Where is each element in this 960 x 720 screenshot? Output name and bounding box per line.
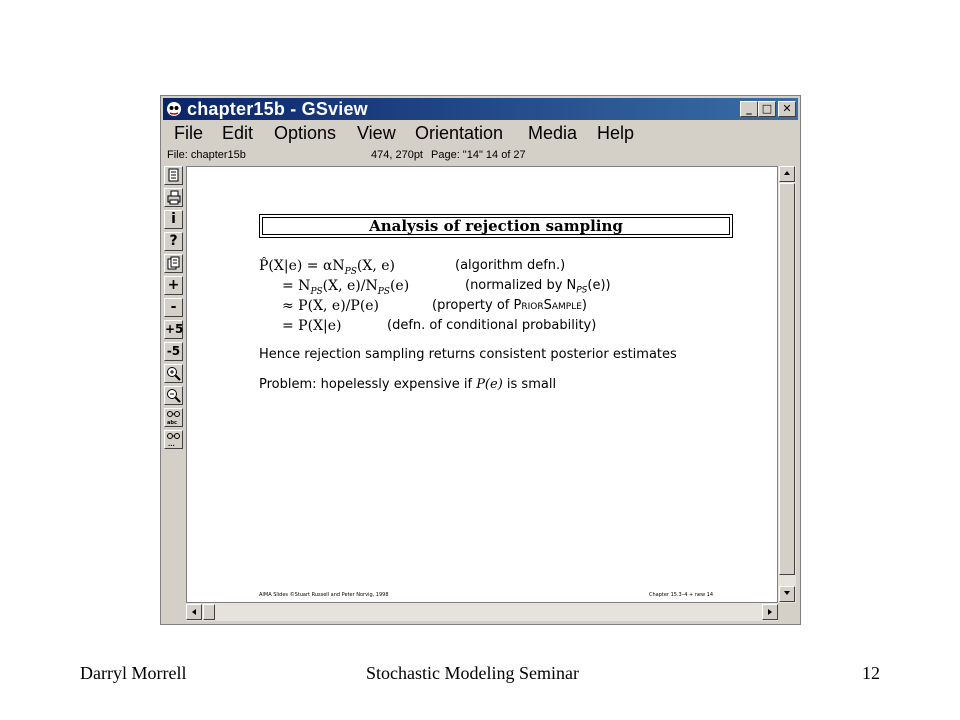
gsview-window (160, 95, 801, 625)
status-bar (163, 147, 798, 164)
next-page-button[interactable]: + (164, 276, 183, 295)
zoom-in-button[interactable] (164, 364, 183, 383)
eq3-note-smallcaps: PriorSample (513, 298, 582, 313)
eq2-note-sub: PS (576, 285, 588, 296)
menu-edit[interactable]: Edit (222, 123, 254, 143)
open-file-button[interactable] (164, 166, 183, 185)
document-icon (167, 168, 180, 183)
para2-b: is small (502, 377, 557, 392)
vertical-scroll-thumb[interactable] (779, 183, 795, 575)
horizontal-scrollbar[interactable] (186, 603, 778, 621)
status-page: Page: "14" 14 of 27 (431, 149, 526, 161)
slide-title-frame (259, 214, 733, 238)
arrow-right-icon (767, 608, 773, 616)
para2-a: Problem: hopelessly expensive if (259, 377, 477, 392)
scroll-up-button[interactable] (779, 166, 795, 182)
print-button[interactable] (164, 188, 183, 207)
zoom-out-button[interactable] (164, 386, 183, 405)
pages-icon (167, 256, 181, 271)
status-coords: 474, 270pt (371, 149, 423, 161)
find-button[interactable] (164, 408, 183, 427)
slide-footer-page-number: 12 (862, 663, 880, 683)
eq2-note-a: (normalized by N (465, 278, 577, 293)
menu-view[interactable]: View (357, 123, 396, 143)
horizontal-scroll-thumb[interactable] (203, 604, 215, 620)
eq2-sub-2: PS (377, 286, 390, 297)
menu-bar (163, 121, 798, 145)
arrow-left-icon (191, 608, 197, 616)
eq3-note (432, 298, 587, 313)
equation-line-4: = P(X|e) (282, 318, 342, 334)
menu-options[interactable]: Options (274, 123, 337, 143)
info-button[interactable]: i (164, 210, 183, 229)
zoom-out-icon (166, 388, 181, 403)
find-next-icon (166, 432, 181, 447)
footnote-right: Chapter 15.3–4 + new 14 (649, 592, 714, 598)
svg-text:abc: abc (167, 420, 177, 425)
eq4-note: (defn. of conditional probability) (387, 318, 597, 333)
menu-help[interactable]: Help (597, 123, 635, 143)
equation-line-3: ≈ P(X, e)/P(e) (282, 298, 380, 314)
arrow-down-icon (783, 590, 791, 596)
printer-icon (167, 190, 181, 205)
title-bar[interactable] (163, 98, 798, 120)
find-text-icon (166, 410, 181, 425)
close-button[interactable]: ✕ (778, 101, 796, 117)
slide-footer-author: Darryl Morrell (80, 663, 187, 683)
zoom-in-icon (166, 366, 181, 381)
eq2-part-b: (X, e)/N (322, 278, 378, 294)
document-view[interactable] (186, 166, 778, 603)
goto-page-button[interactable] (164, 254, 183, 273)
paragraph-problem (259, 377, 556, 392)
equation-line-1 (259, 258, 395, 277)
minimize-button[interactable]: _ (740, 101, 758, 117)
skip-back-button[interactable]: -5 (164, 342, 183, 361)
slide-title: Analysis of rejection sampling (262, 217, 730, 235)
svg-text:...: ... (168, 441, 175, 447)
slide-footer-title: Stochastic Modeling Seminar (366, 663, 579, 683)
scroll-down-button[interactable] (779, 586, 795, 602)
eq1-lhs: P̂(X|e) = αN (259, 258, 345, 274)
para2-math: P(e) (476, 377, 503, 392)
equation-line-2 (282, 278, 409, 297)
eq1-note: (algorithm defn.) (455, 258, 566, 273)
previous-page-button[interactable]: - (164, 298, 183, 317)
gsview-app-icon[interactable] (166, 101, 182, 117)
paragraph-consistency: Hence rejection sampling returns consistent posterior estimates (259, 347, 677, 362)
menu-file[interactable]: File (174, 123, 204, 143)
maximize-button[interactable]: □ (758, 101, 776, 117)
eq1-sub: PS (344, 266, 357, 277)
find-next-button[interactable] (164, 430, 183, 449)
scroll-left-button[interactable] (186, 604, 202, 620)
status-file: File: chapter15b (167, 149, 246, 161)
vertical-scrollbar[interactable] (778, 166, 796, 603)
footnote-left: AIMA Slides ©Stuart Russell and Peter Norvig, 1998 (259, 592, 389, 598)
window-title: chapter15b - GSview (187, 99, 368, 119)
arrow-up-icon (783, 170, 791, 176)
eq1-rhs: (X, e) (356, 258, 395, 274)
eq3-note-b: ) (581, 298, 587, 313)
help-button[interactable]: ? (164, 232, 183, 251)
scroll-right-button[interactable] (762, 604, 778, 620)
eq2-note (465, 278, 611, 296)
eq2-note-b: (e)) (587, 278, 611, 293)
eq2-part-a: = N (282, 278, 311, 294)
eq3-note-a: (property of (432, 298, 514, 313)
eq2-sub-1: PS (310, 286, 323, 297)
menu-media[interactable]: Media (528, 123, 578, 143)
eq2-part-c: (e) (389, 278, 410, 294)
menu-orientation[interactable]: Orientation (415, 123, 504, 143)
skip-forward-button[interactable]: +5 (164, 320, 183, 339)
